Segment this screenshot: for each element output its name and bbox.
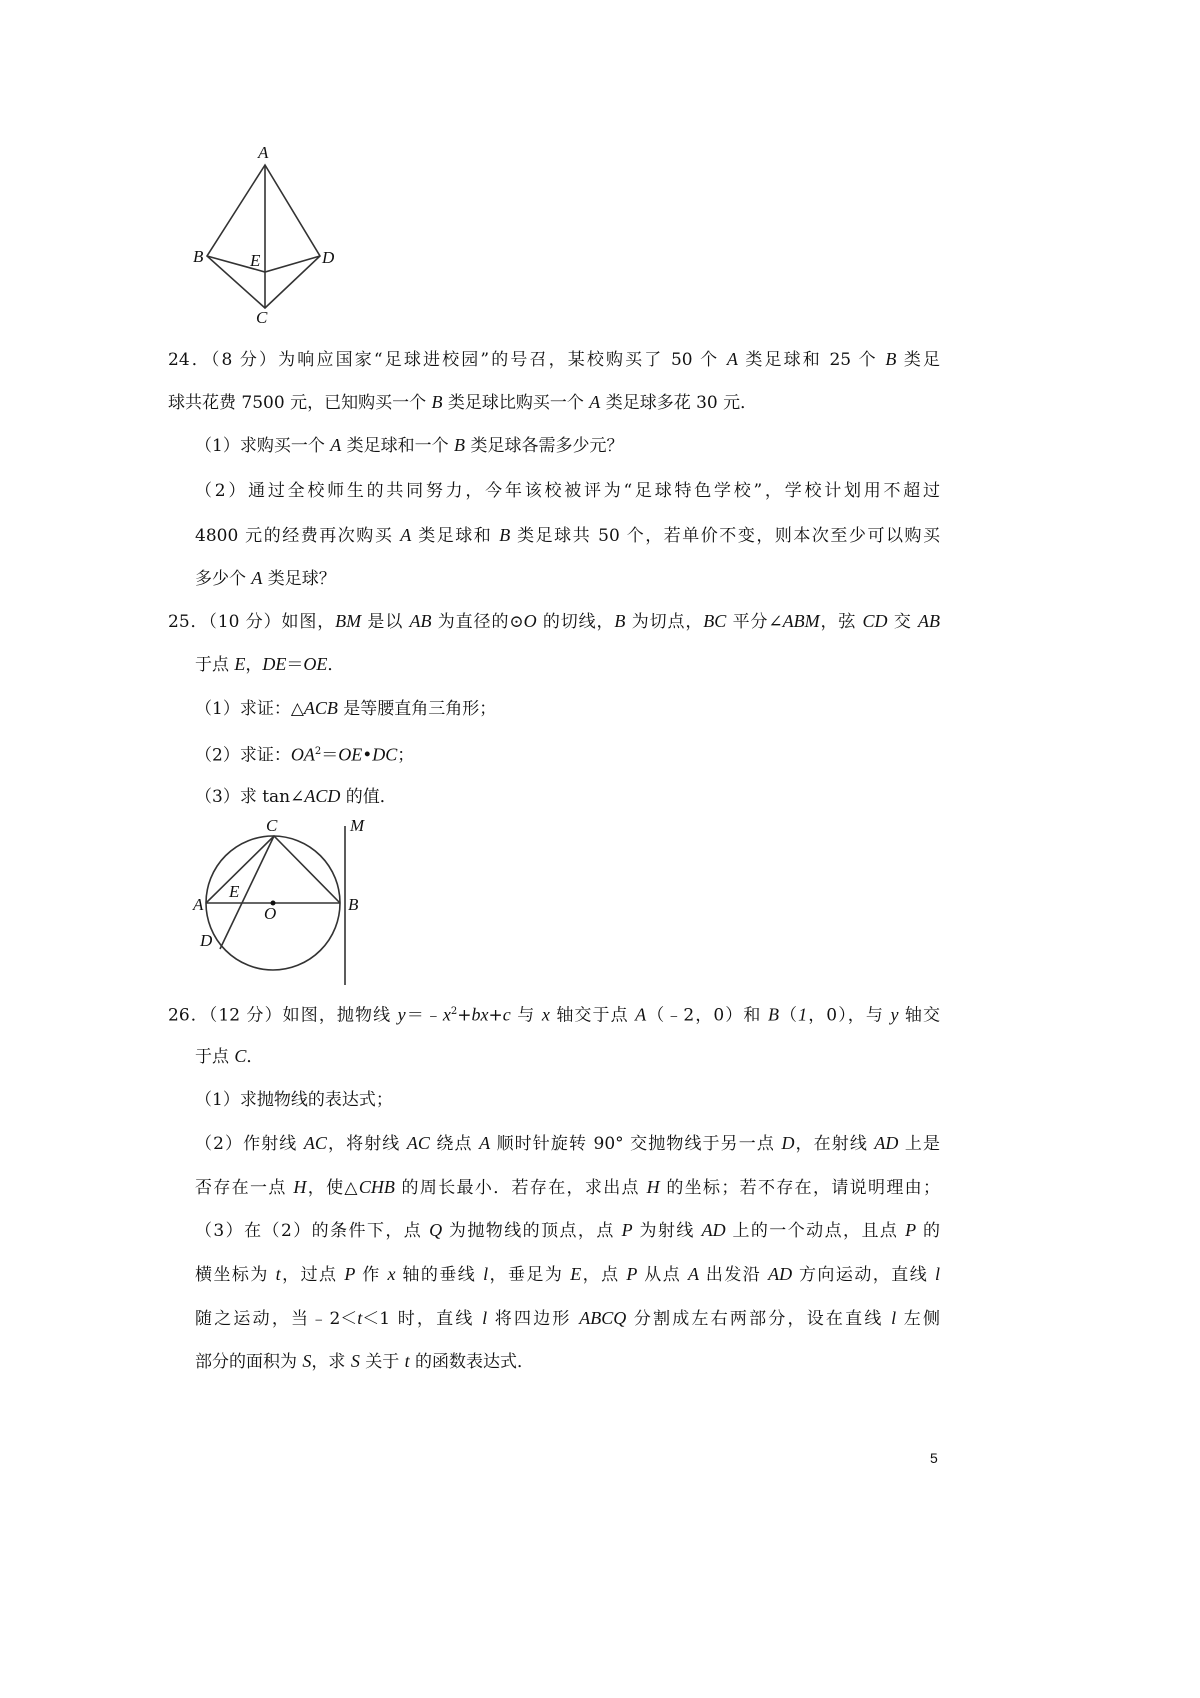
math-symbol: x: [541, 1004, 550, 1025]
text-segment: ，点: [581, 1265, 627, 1285]
text-segment: （1）求证：△: [195, 699, 304, 719]
math-symbol: AC: [406, 1133, 430, 1153]
text-line: [195, 1175, 940, 1200]
text-segment: （: [778, 1005, 799, 1026]
text-segment: 25．（10 分）如图，: [168, 612, 336, 632]
text-segment: 是等腰直角三角形；: [337, 699, 497, 719]
text-line: [195, 566, 336, 591]
text-segment: 作: [355, 1265, 388, 1285]
text-segment: （2）通过全校师生的共同努力，今年该校被评为“足球特色学校”，学校计划用不超过: [195, 481, 940, 501]
math-symbol: A: [479, 1133, 491, 1153]
text-line: [195, 1349, 534, 1374]
math-symbol: ACD: [304, 786, 341, 806]
text-segment: 的坐标；若不存在，请说明理由；: [659, 1178, 940, 1198]
text-segment: 类足球和: [411, 526, 500, 546]
text-segment: 的周长最小．若存在，求出点: [394, 1178, 647, 1198]
math-symbol: OE: [303, 654, 328, 674]
text-line: [195, 1262, 940, 1287]
math-symbol: A: [726, 349, 738, 369]
text-segment: 与: [510, 1005, 542, 1026]
text-segment: 平分∠: [726, 612, 783, 632]
math-symbol: A: [251, 568, 263, 588]
text-segment: 从点: [637, 1265, 689, 1285]
math-symbol: S: [350, 1351, 360, 1371]
text-segment: 轴的垂线: [395, 1265, 484, 1285]
math-symbol: O: [523, 611, 537, 631]
text-segment: ，: [245, 655, 263, 675]
text-line: [195, 1088, 940, 1112]
label-E2: E: [229, 882, 240, 901]
math-symbol: t: [404, 1351, 410, 1371]
math-symbol: AC: [303, 1133, 327, 1153]
page-number: 5: [930, 1450, 938, 1466]
math-symbol: ACB: [303, 698, 338, 718]
math-symbol: H: [646, 1177, 660, 1197]
math-symbol: l: [483, 1264, 489, 1284]
label-C2: C: [266, 816, 278, 835]
math-symbol: P: [621, 1220, 633, 1240]
text-line: [168, 1000, 940, 1028]
math-symbol: C: [234, 1046, 247, 1066]
text-segment: +: [457, 1005, 472, 1026]
math-symbol: x: [442, 1004, 451, 1025]
text-segment: 类足: [896, 350, 941, 370]
text-segment: 于点: [195, 1047, 235, 1067]
text-segment: （2）作射线: [195, 1134, 304, 1154]
math-symbol: AD: [768, 1264, 793, 1284]
math-symbol: x: [387, 1264, 396, 1284]
math-symbol: P: [905, 1220, 917, 1240]
label-B2: B: [348, 895, 359, 914]
text-segment: ，0），与: [807, 1005, 891, 1026]
math-symbol: DC: [372, 744, 398, 765]
text-line: [195, 740, 940, 768]
text-segment: ，在射线: [794, 1134, 875, 1154]
text-line: [168, 609, 940, 634]
math-symbol: c: [502, 1004, 511, 1025]
text-line: [195, 479, 940, 503]
text-segment: ，求: [311, 1352, 351, 1372]
text-segment: 26．（12 分）如图，抛物线: [168, 1005, 398, 1026]
text-segment: 球共花费 7500 元，已知购买一个: [168, 393, 432, 413]
label-A: A: [258, 143, 269, 162]
math-symbol: BC: [703, 611, 727, 631]
math-symbol: OE: [338, 744, 363, 765]
text-segment: ，弦: [819, 612, 863, 632]
text-line: [168, 390, 757, 415]
label-M: M: [350, 816, 365, 835]
text-segment: ，将射线: [326, 1134, 407, 1154]
label-D: D: [322, 248, 335, 267]
label-A2: A: [193, 895, 204, 914]
text-segment: 多少个: [195, 569, 252, 589]
text-segment: （1）求抛物线的表达式；: [195, 1090, 393, 1110]
math-symbol: t: [275, 1264, 281, 1284]
math-symbol: B: [499, 525, 511, 545]
text-segment: 是以: [361, 612, 410, 632]
text-segment: 横坐标为: [195, 1265, 276, 1285]
text-segment: 上是: [898, 1134, 940, 1154]
text-line: [195, 652, 344, 677]
text-segment: 24．（8 分）为响应国家“足球进校园”的号召，某校购买了 50 个: [168, 350, 727, 370]
text-segment: 的函数表达式．: [409, 1352, 535, 1372]
text-segment: 上的一个动点，且点: [725, 1221, 906, 1241]
text-line: [195, 433, 940, 458]
text-segment: 方向运动，直线: [792, 1265, 936, 1285]
text-segment: 类足球？: [262, 569, 336, 589]
math-symbol: P: [626, 1264, 638, 1284]
label-E: E: [250, 251, 261, 270]
math-symbol: B: [767, 1004, 779, 1025]
text-line: [195, 523, 940, 548]
math-symbol: B: [885, 349, 897, 369]
math-symbol: 1: [798, 1004, 808, 1025]
math-symbol: AB: [918, 611, 941, 631]
text-segment: （2）求证：: [195, 745, 291, 766]
text-segment: 2: [450, 1006, 458, 1017]
text-segment: ，垂足为: [488, 1265, 571, 1285]
text-segment: 轴交: [898, 1005, 941, 1026]
math-symbol: B: [431, 392, 443, 412]
label-O: O: [264, 904, 277, 923]
math-symbol: B: [614, 611, 626, 631]
math-symbol: CHB: [358, 1177, 395, 1197]
math-symbol: H: [293, 1177, 307, 1197]
math-symbol: bx: [471, 1004, 489, 1025]
text-segment: 的值．: [340, 787, 397, 807]
math-symbol: A: [688, 1264, 700, 1284]
math-symbol: S: [302, 1351, 312, 1371]
label-B: B: [193, 247, 204, 266]
text-segment: （3）求 tan∠: [195, 787, 305, 807]
math-symbol: OA: [290, 744, 315, 765]
text-segment: 为抛物线的顶点，点: [442, 1221, 622, 1241]
math-symbol: A: [589, 392, 601, 412]
math-symbol: AB: [409, 611, 432, 631]
text-segment: 为射线: [632, 1221, 702, 1241]
text-segment: •: [362, 745, 373, 766]
text-segment: ＝: [321, 745, 339, 766]
text-segment: 类足球和一个: [341, 436, 455, 456]
text-segment: ，过点: [280, 1265, 345, 1285]
text-segment: 顺时针旋转 90° 交抛物线于另一点: [490, 1134, 782, 1154]
text-segment: ．: [246, 1047, 264, 1067]
text-segment: （﹣2，0）和: [646, 1005, 768, 1026]
text-segment: 为切点，: [625, 612, 704, 632]
text-segment: ＜1 时，直线: [362, 1309, 483, 1329]
text-segment: 绕点: [429, 1134, 480, 1154]
text-segment: 出发沿: [699, 1265, 769, 1285]
label-C: C: [256, 308, 268, 327]
text-segment: ．: [327, 655, 345, 675]
text-segment: 为直径的⊙: [431, 612, 524, 632]
text-segment: 4800 元的经费再次购买: [195, 526, 401, 546]
text-line: [195, 1131, 940, 1156]
text-line: [195, 784, 940, 809]
text-segment: （3）在（2）的条件下，点: [195, 1221, 430, 1241]
text-line: [195, 1044, 263, 1069]
text-segment: +: [488, 1005, 503, 1026]
text-segment: 随之运动，当﹣2＜: [195, 1309, 358, 1329]
text-segment: 部分的面积为: [195, 1352, 303, 1372]
math-symbol: ABCQ: [579, 1308, 627, 1328]
math-symbol: DE: [262, 654, 287, 674]
text-segment: 的切线，: [536, 612, 615, 632]
math-symbol: CD: [862, 611, 888, 631]
math-symbol: l: [891, 1308, 897, 1328]
text-segment: 否存在一点: [195, 1178, 294, 1198]
math-symbol: BM: [335, 611, 362, 631]
math-symbol: y: [890, 1004, 899, 1025]
math-symbol: AD: [874, 1133, 899, 1153]
label-D2: D: [200, 931, 213, 950]
math-symbol: D: [781, 1133, 795, 1153]
text-line: [195, 696, 940, 721]
math-symbol: E: [570, 1264, 582, 1284]
text-segment: 类足球比购买一个: [442, 393, 590, 413]
text-segment: 类足球多花 30 元．: [600, 393, 758, 413]
text-segment: 将四边形: [487, 1309, 580, 1329]
text-segment: 于点: [195, 655, 235, 675]
text-segment: ＝﹣: [405, 1005, 443, 1026]
text-segment: ；: [397, 745, 415, 766]
text-segment: 关于: [359, 1352, 405, 1372]
text-segment: 类足球共 50 个，若单价不变，则本次至少可以购买: [510, 526, 941, 546]
text-line: [195, 1218, 940, 1243]
math-symbol: AD: [701, 1220, 726, 1240]
text-segment: ，使△: [306, 1178, 359, 1198]
text-segment: 类足球和 25 个: [737, 350, 886, 370]
text-segment: 交: [887, 612, 919, 632]
math-symbol: t: [357, 1308, 363, 1328]
math-symbol: P: [344, 1264, 356, 1284]
text-segment: ＝: [286, 655, 304, 675]
math-symbol: ABM: [782, 611, 820, 631]
text-line: [168, 347, 940, 372]
math-symbol: B: [454, 435, 466, 455]
math-symbol: y: [397, 1004, 406, 1025]
text-line: [195, 1306, 940, 1331]
text-segment: 的: [916, 1221, 941, 1241]
text-segment: 左侧: [896, 1309, 941, 1329]
math-symbol: Q: [429, 1220, 443, 1240]
math-symbol: A: [635, 1004, 647, 1025]
text-segment: 轴交于点: [549, 1005, 636, 1026]
math-symbol: l: [482, 1308, 488, 1328]
text-segment: 类足球各需多少元？: [465, 436, 624, 456]
math-symbol: l: [935, 1264, 941, 1284]
math-symbol: A: [330, 435, 342, 455]
text-segment: 2: [314, 746, 322, 757]
math-symbol: E: [234, 654, 246, 674]
figure-kite-abcd: [207, 165, 320, 308]
math-symbol: A: [400, 525, 412, 545]
text-segment: 分割成左右两部分，设在直线: [626, 1309, 892, 1329]
text-segment: （1）求购买一个: [195, 436, 331, 456]
